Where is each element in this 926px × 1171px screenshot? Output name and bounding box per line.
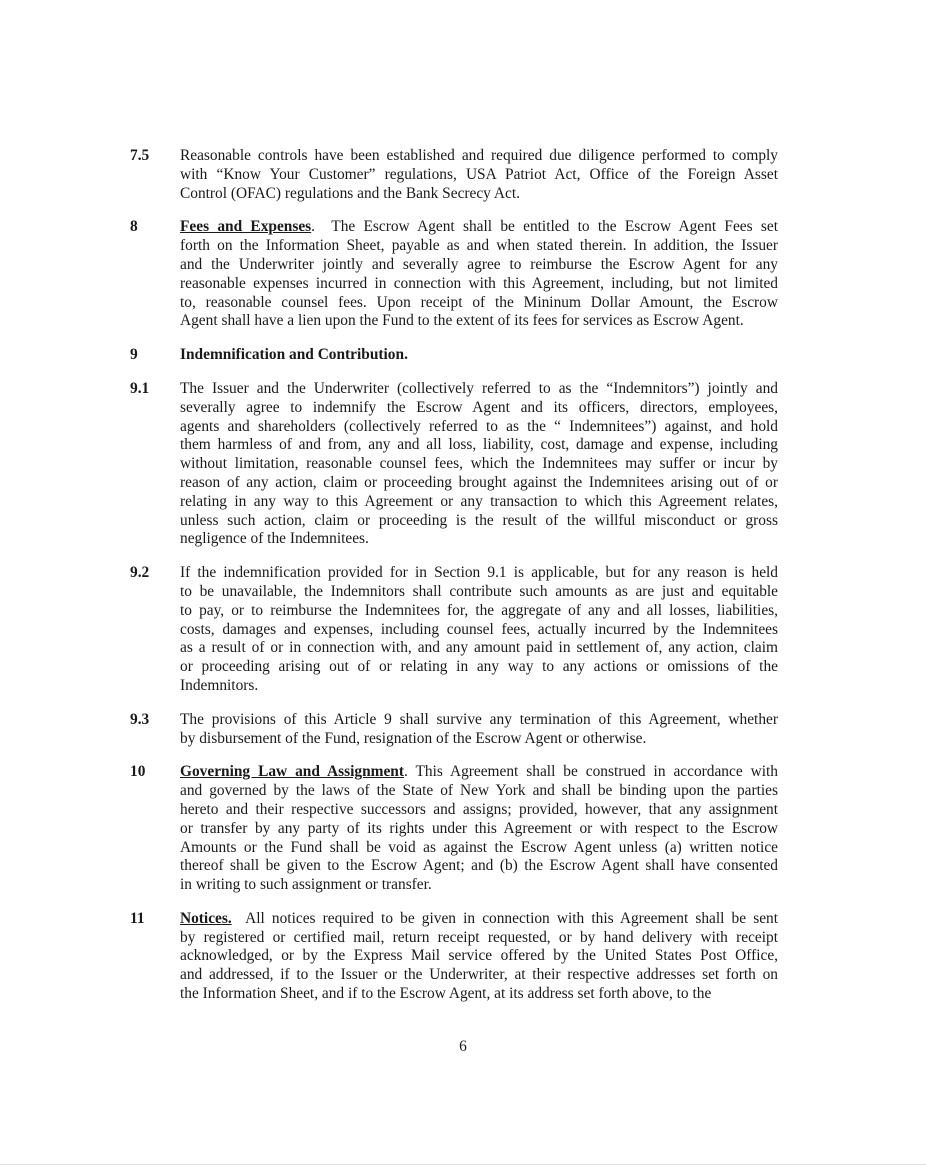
text-line: reasonable expenses incurred in connection with this Agreement, including, but not limited	[180, 274, 778, 292]
text-line: reason of any action, claim or proceeding brought against the Indemnitees arising out of or	[180, 473, 778, 491]
section-heading: Fees and Expenses	[180, 218, 312, 236]
section-number: 9.1	[130, 379, 150, 397]
text-line: and addressed, if to the Issuer or the Underwriter, at their respective addresses set forth on	[180, 966, 778, 984]
text-line: acknowledged, or by the Express Mail service offered by the United States Post Office,	[180, 947, 778, 965]
section-text	[180, 763, 778, 895]
section-7-5	[130, 147, 790, 203]
section-text	[180, 910, 778, 1004]
text-line	[180, 763, 778, 782]
text-line: and governed by the laws of the State of New York and shall be binding upon the parties	[180, 782, 778, 800]
text-line: If the indemnification provided for in Section 9.1 is applicable, but for any reason is held	[180, 564, 778, 582]
text-line: The provisions of this Article 9 shall survive any termination of this Agreement, whether	[180, 710, 778, 728]
text-line: by registered or certified mail, return receipt requested, or by hand delivery with receipt	[180, 928, 778, 946]
text-line: the Information Sheet, and if to the Escrow Agent, at its address set forth above, to the	[180, 985, 712, 1003]
text-line: hereto and their respective successors and assigns; provided, however, that any assignment	[180, 800, 778, 818]
text-line: forth on the Information Sheet, payable as and when stated therein. In addition, the Issuer	[180, 237, 778, 255]
line-text: . The Escrow Agent shall be entitled to the Escrow Agent Fees set	[311, 218, 778, 236]
section-heading: Notices.	[180, 909, 232, 927]
text-line: thereof shall be given to the Escrow Agent; and (b) the Escrow Agent shall have consented	[180, 857, 778, 875]
text-line: them harmless of and from, any and all loss, liability, cost, damage and expense, including	[180, 436, 778, 454]
text-line: costs, damages and expenses, including counsel fees, actually incurred by the Indemnitees	[180, 620, 778, 638]
page-number: 6	[459, 1038, 467, 1055]
section-text	[180, 380, 778, 549]
text-line: unless such action, claim or proceeding is the result of the willful misconduct or gross	[180, 511, 778, 529]
text-line: or transfer by any party of its rights under this Agreement or with respect to the Escrow	[180, 819, 778, 837]
text-line: by disbursement of the Fund, resignation of the Escrow Agent or otherwise.	[180, 729, 647, 747]
text-line: Reasonable controls have been established and required due diligence performed to comply	[180, 147, 778, 164]
section-9	[130, 346, 790, 365]
section-text	[180, 218, 778, 331]
text-line: to be unavailable, the Indemnitors shall contribute such amounts as are just and equitable	[180, 582, 778, 600]
section-number: 10	[130, 763, 146, 781]
section-text	[180, 711, 778, 749]
section-9-1	[130, 380, 790, 549]
section-number: 7.5	[130, 147, 150, 164]
text-line: to pay, or to reimburse the Indemnitees for, the aggregate of any and all losses, liabilities,	[180, 601, 778, 619]
text-line: agents and shareholders (collectively referred to as the “ Indemnitees”) against, and hold	[180, 417, 778, 435]
text-line: relating in any way to this Agreement or any transaction to which this Agreement relates,	[180, 492, 778, 510]
section-heading: Governing Law and Assignment	[180, 763, 404, 781]
section-text	[180, 346, 778, 365]
section-number: 9.2	[130, 564, 150, 582]
text-line	[180, 218, 778, 237]
section-8	[130, 218, 790, 331]
section-11	[130, 910, 790, 1004]
text-line: to, reasonable counsel fees. Upon receipt of the Mininum Dollar Amount, the Escrow	[180, 293, 778, 311]
document-body	[130, 147, 790, 1019]
section-text	[180, 147, 778, 203]
text-line: negligence of the Indemnitees.	[180, 530, 369, 548]
section-9-3	[130, 711, 790, 749]
section-number: 11	[130, 909, 145, 927]
text-line: Agent shall have a lien upon the Fund to the extent of its fees for services as Escrow Agent.	[180, 312, 744, 330]
text-line: Indemnitors.	[180, 676, 259, 694]
text-line: with “Know Your Customer” regulations, USA Patriot Act, Office of the Foreign Asset	[180, 165, 778, 183]
text-line: in writing to such assignment or transfer.	[180, 876, 432, 894]
section-text	[180, 564, 778, 696]
section-10	[130, 763, 790, 895]
text-line: and the Underwriter jointly and severally agree to reimburse the Escrow Agent for any	[180, 255, 778, 273]
section-number: 8	[130, 218, 138, 236]
text-line: Control (OFAC) regulations and the Bank Secrecy Act.	[180, 184, 520, 202]
text-line	[180, 910, 778, 929]
text-line: as a result of or in connection with, and any amount paid in settlement of, any action, claim	[180, 639, 778, 657]
text-line	[180, 346, 778, 365]
text-line: or proceeding arising out of or relating in any way to any actions or omissions of the	[180, 658, 778, 676]
section-number: 9.3	[130, 710, 150, 728]
line-text: All notices required to be given in connection with this Agreement shall be sent	[231, 909, 778, 927]
section-number: 9	[130, 346, 138, 364]
scan-edge-divider	[0, 1164, 926, 1165]
text-line: Amounts or the Fund shall be void as against the Escrow Agent unless (a) written notice	[180, 838, 778, 856]
section-heading: Indemnification and Contribution.	[180, 346, 408, 364]
text-line: without limitation, reasonable counsel fees, which the Indemnitees may suffer or incur by	[180, 455, 778, 473]
line-text: . This Agreement shall be construed in accordance with	[403, 763, 778, 781]
section-9-2	[130, 564, 790, 696]
text-line: The Issuer and the Underwriter (collectively referred to as the “Indemnitors”) jointly and	[180, 379, 778, 397]
text-line: severally agree to indemnify the Escrow Agent and its officers, directors, employees,	[180, 398, 778, 416]
